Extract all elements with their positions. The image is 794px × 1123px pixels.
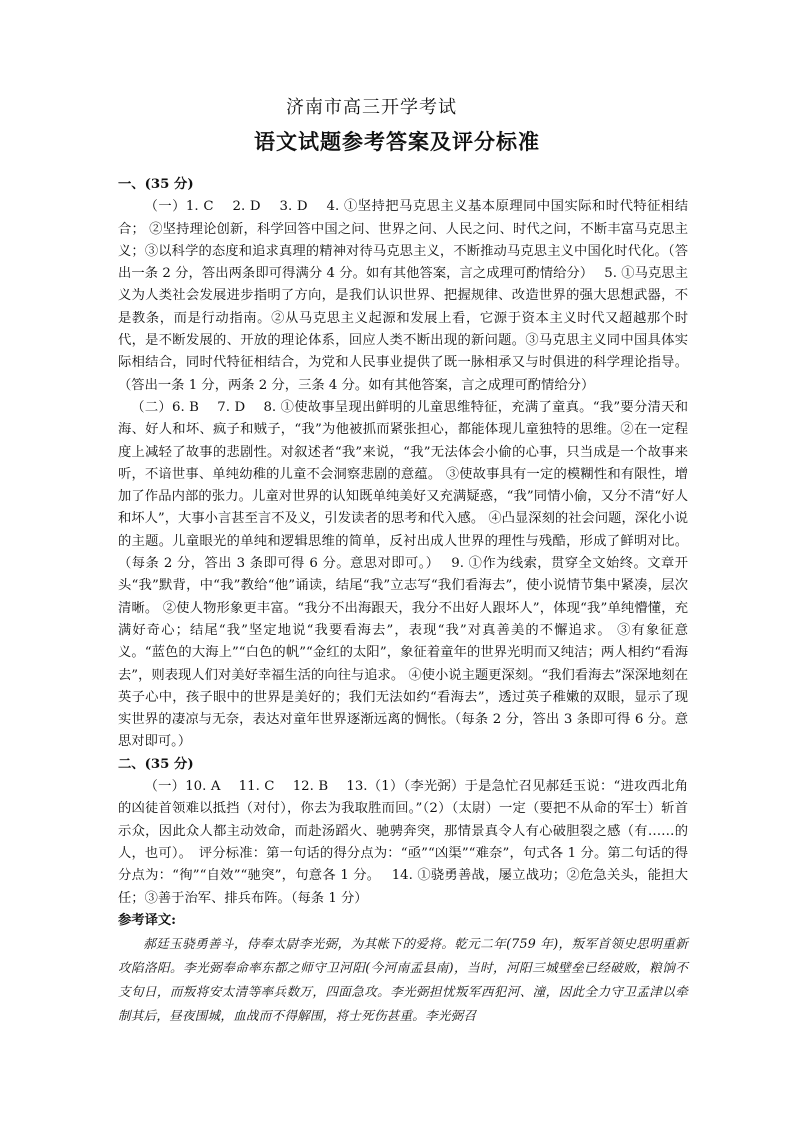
section-1-part-1-answers: （一）1. C 2. D 3. D 4. ①坚持把马克思主义基本原理同中国实际和时代特征相结合； ②坚持理论创新，科学回答中国之问、世界之问、人民之问、时代之问，不断丰富马克思主义；③以科学的态度和追求真理的精神对待马克思主义，不断推动马克思主义中国化时代化。（答出一条 2 分，答出两条即可得满分 4 分。如有其他答案，言之成理可酌情给分） 5. ①马克思主义为人类社会发展进步指明了方向，是我们认识世界、把握规律、改造世界的强大思想武器，不是教条，而是行动指南。②从马克思主义起源和发展上看，它源于资本主义时代又超越那个时代，是不断发展的、开放的理论体系，回应人类不断出现的新问题。③马克思主义同中国具体实际相结合，同时代特征相结合，为党和人民事业提供了既一脉相承又与时俱进的科学理论指导。（答出一条 1 分，两条 2 分，三条 4 分。如有其他答案，言之成理可酌情给分） (118, 199, 688, 393)
answer-content (118, 174, 688, 1028)
document-title: 语文试题参考答案及评分标准 (254, 129, 540, 154)
school-exam-title: 济南市高三开学考试 (286, 97, 457, 118)
section-1-heading: 一、(35 分) (118, 177, 194, 192)
section-2-part-1-answers: （一）10. A 11. C 12. B 13.（1）（李光弼）于是急忙召见郝廷玉说：“进攻西北角的凶徒首领难以抵挡（对付），你去为我取胜而回。”（2）（太尉）一定（要把不从命的军士）斩首示众，因此众人都主动效命，而赴汤蹈火、驰骋奔突，那情景真令人有心破胆裂之感（有……的人，也可）。 评分标准：第一句话的得分点为：“亟”“凶渠”“难奈”，句式各 1 分。第二句话的得分点为：“徇”“自效”“驰突”，句意各 1 分。 14. ①骁勇善战，屡立战功；②危急关头，能担大任；③善于治军、排兵布阵。（每条 1 分） (118, 779, 688, 906)
reference-translation-text: 郝廷玉骁勇善斗，侍奉太尉李光弼，为其帐下的爱将。乾元二年(759 年)，叛军首领史思明重新攻陷洛阳。李光弼奉命率东都之师守卫河阳(今河南孟县南)，当时，河阳三城壁垒已经破败，粮饷不支旬日，而叛将安太清等率兵数万，四面急攻。李光弼担忧叛军西犯河、潼，因此全力守卫孟津以牵制其后，昼夜围城，血战而不得解围，将士死伤甚重。李光弼召 (118, 936, 688, 1024)
reference-translation-label: 参考译文: (118, 912, 177, 928)
section-2-heading: 二、(35 分) (118, 756, 194, 772)
section-1-part-2-answers: （二）6. B 7. D 8. ①使故事呈现出鲜明的儿童思维特征，充满了童真。“我”要分清天和海、好人和坏、疯子和贼子，“我”为他被抓而紧张担心，都能体现儿童独特的思维。②在一定程度上减轻了故事的悲剧性。对叙述者“我”来说，“我”无法体会小偷的心事，只当成是一个故事来听，不谙世事、单纯幼稚的儿童不会洞察悲剧的意蕴。 ③使故事具有一定的模糊性和有限性，增加了作品内部的张力。儿童对世界的认知既单纯美好又充满疑惑，“我”同情小偷，又分不清“好人和坏人”，大事小言甚至言不及义，引发读者的思考和代入感。 ④凸显深刻的社会问题，深化小说的主题。儿童眼光的单纯和逻辑思维的简单，反衬出成人世界的理性与残酷，形成了鲜明对比。（每条 2 分，答出 3 条即可得 6 分。意思对即可。） 9. ①作为线索，贯穿全文始终。文章开头“我”默背，中“我”教给“他”诵读，结尾“我”立志写“我们看海去”，使小说情节集中紧凑，层次清晰。 ②使人物形象更丰富。“我分不出海跟天，我分不出好人跟坏人”，体现“我”单纯懵懂，充满好奇心；结尾“我”坚定地说“我要看海去”，表现“我”对真善美的不懈追求。 ③有象征意义。“蓝色的大海上”“白色的帆”“金红的太阳”，象征着童年的世界光明而又纯洁；两人相约“看海去”，则表现人们对美好幸福生活的向往与追求。 ④使小说主题更深刻。“我们看海去”深深地刻在英子心中，孩子眼中的世界是美好的；我们无法如约“看海去”，透过英子稚嫩的双眼，显示了现实世界的凄凉与无奈，表达对童年世界逐渐远离的惆怅。（每条 2 分，答出 3 条即可得 6 分。意思对即可。） (118, 399, 688, 750)
